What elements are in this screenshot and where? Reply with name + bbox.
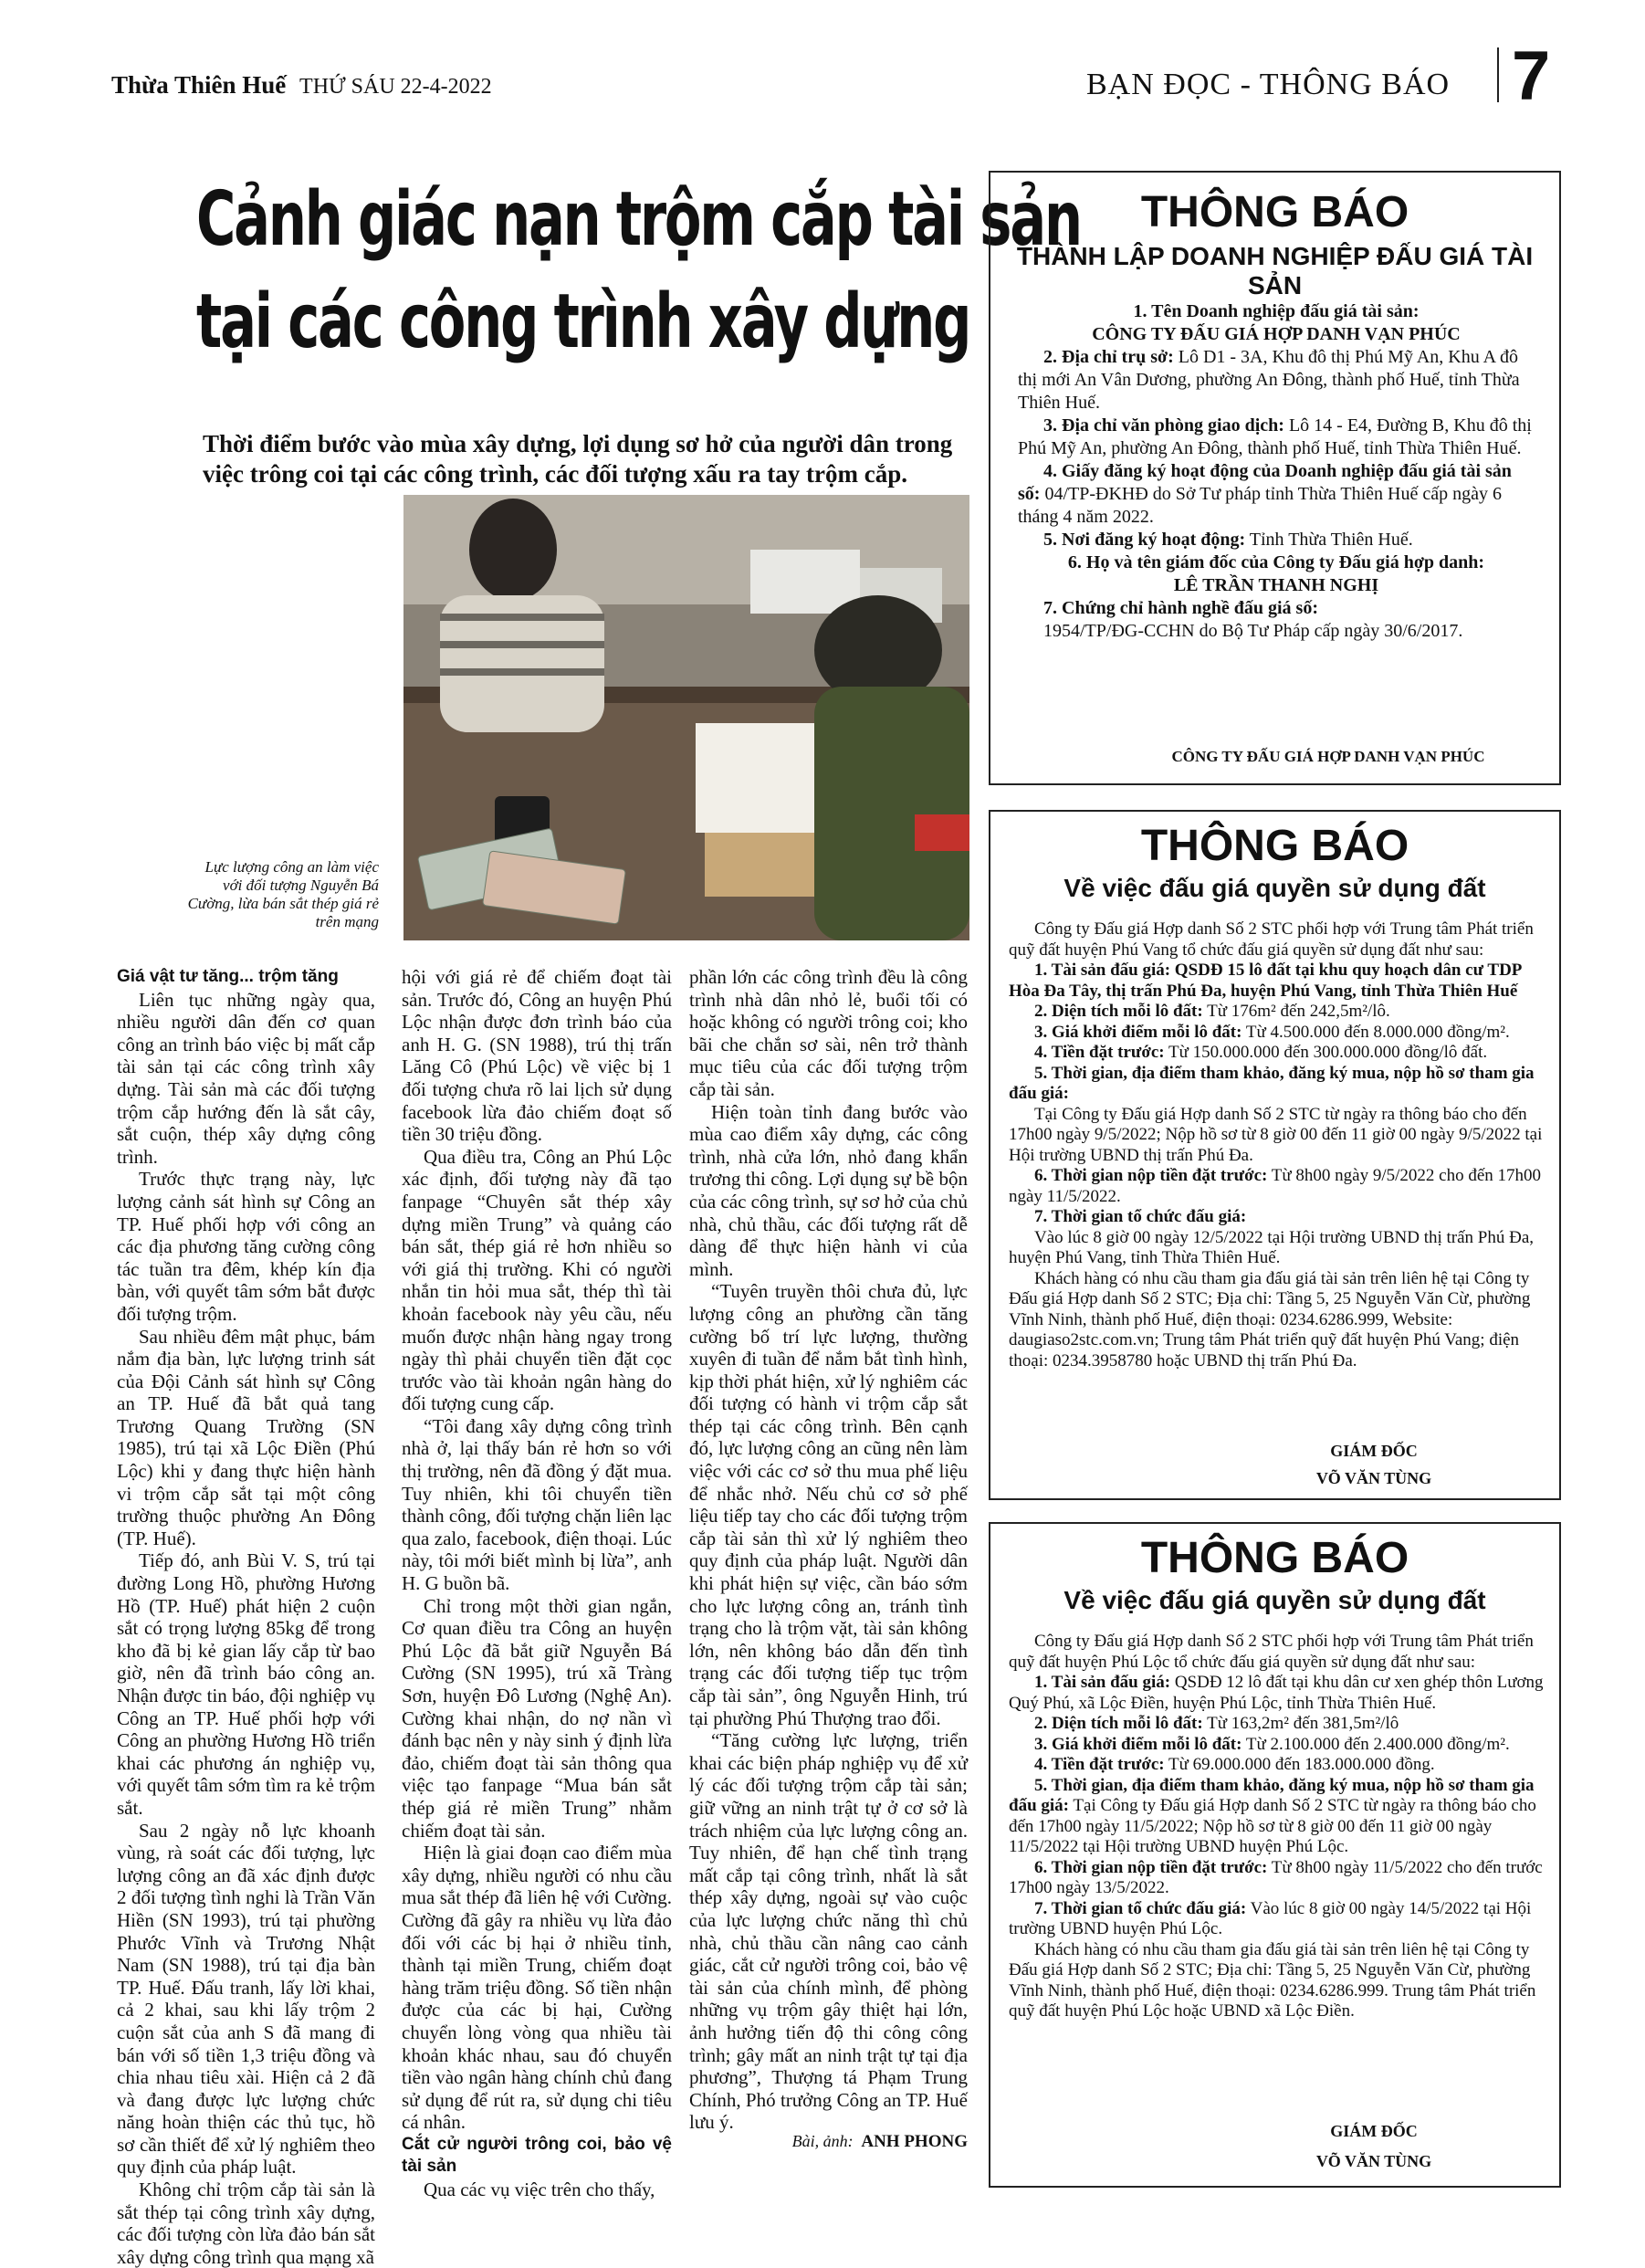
notice-item: 4. Tiền đặt trước: Từ 150.000.000 đến 300.000.000 đồng/lô đất.	[1034, 1043, 1488, 1062]
byline-label: Bài, ảnh:	[791, 2132, 854, 2150]
notice-item: 7. Thời gian tổ chức đấu giá: Vào lúc 8 giờ 00 ngày 14/5/2022 tại Hội trường UBND huyện Phú Lộc.	[1009, 1898, 1532, 1938]
paragraph: Qua các vụ việc trên cho thấy,	[424, 2179, 655, 2201]
article-headline	[196, 169, 1081, 373]
notice-item: Tại Công ty Đấu giá Hợp danh Số 2 STC từ ngày ra thông báo cho đến 17h00 ngày 9/5/2022; Nộp hồ sơ từ 8 giờ 00 đến 11 giờ 00 ngày 9/5/2022 tại Hội trường UBND thị trấn Phú Đa.	[1009, 1104, 1543, 1165]
notice-intro: Công ty Đấu giá Hợp danh Số 2 STC phối hợp với Trung tâm Phát triển quỹ đất huyện Phú Vang tổ chức đấu giá quyền sử dụng đất như sau:	[1009, 919, 1534, 960]
headline-line-2: tại các công trình xây dựng	[196, 278, 970, 365]
header-divider	[1497, 47, 1499, 102]
paragraph: Hiện toàn tỉnh đang bước vào mùa cao điểm xây dựng, các công trình, nhà cửa lớn, nhỏ đang khẩn trương thi công. Lợi dụng sự bề bộn của các công trình, sự sơ hở của chủ nhà, chủ thầu, các đối tượng rất dễ dàng để thực hiện hành vi của mình.	[689, 1100, 968, 1280]
notice-item: 6. Họ và tên giám đốc của Công ty Đấu giá hợp danh:	[1067, 552, 1485, 572]
notice-item: 1954/TP/ĐG-CCHN do Bộ Tư Pháp cấp ngày 30/6/2017.	[1043, 621, 1463, 641]
notice-contact: Khách hàng có nhu cầu tham gia đấu giá tài sản trên liên hệ tại Công ty Đấu giá Hợp danh Số 2 STC; Địa chỉ: Tầng 5, 25 Nguyễn Văn Cừ, phường Vĩnh Ninh, thành phố Huế, điện thoại: 0234.6286.999, Website: daugiaso2stc.com.vn; Trung tâm Phát triển quỹ đất huyện Phú Vang; điện thoại: 0234.3958780 hoặc UBND thị trấn Phú Đa.	[1009, 1268, 1531, 1370]
notice-item: 6. Thời gian nộp tiền đặt trước: Từ 8h00 ngày 9/5/2022 cho đến 17h00 ngày 11/5/2022.	[1009, 1166, 1542, 1206]
paragraph: Hiện là giai đoạn cao điểm mùa xây dựng, nhiều người có nhu cầu mua sắt thép đã liên hệ với Cường. Cường đã gây ra nhiều vụ lừa đảo đối với các bị hại ở nhiều tỉnh, thành tại miền Trung, chiếm đoạt hàng trăm triệu đồng. Số tiền nhận được của các bị hại, Cường chuyển lòng vòng qua nhiều tài khoản khác nhau, sau đó chuyển tiền vào ngân hàng chính chủ đang sử dụng để rút ra, sử dụng chi tiêu cá nhân.	[402, 1842, 672, 2134]
notice-item: 5. Thời gian, địa điểm tham khảo, đăng ký mua, nộp hồ sơ tham gia đấu giá: Tại Công ty Đấu giá Hợp danh Số 2 STC từ ngày ra thông báo cho đến 17h00 ngày 11/5/2022; Nộp hồ sơ từ 8 giờ 00 đến 11 giờ 00 ngày 11/5/2022 tại Hội trường UBND huyện Phú Lộc.	[1009, 1775, 1536, 1856]
notice-intro: Công ty Đấu giá Hợp danh Số 2 STC phối hợp với Trung tâm Phát triển quỹ đất huyện Phú Lộc tổ chức đấu giá quyền sử dụng đất như sau:	[1009, 1632, 1534, 1672]
notice-item: 3. Giá khởi điểm mỗi lô đất: Từ 4.500.000 đến 8.000.000 đồng/m².	[1034, 1022, 1510, 1042]
byline	[689, 2132, 968, 2152]
notice-item: 3. Địa chỉ văn phòng giao dịch: Lô 14 - E4, Đường B, Khu đô thị Phú Mỹ An, phường An Đông, thành phố Huế, tỉnh Thừa Thiên Huế.	[1018, 415, 1532, 458]
notice-item: 5. Nơi đăng ký hoạt động: Tỉnh Thừa Thiên Huế.	[1043, 530, 1413, 550]
notice-subtitle: THÀNH LẬP DOANH NGHIỆP ĐẤU GIÁ TÀI SẢN	[1016, 242, 1534, 299]
article-column-1	[117, 966, 375, 2268]
article-column-3	[689, 966, 968, 2134]
paragraph: Sau nhiều đêm mật phục, bám nắm địa bàn, lực lượng trinh sát của Đội Cảnh sát hình sự Công an TP. Huế đã bắt quả tang Trương Quang Trường (SN 1985), trú tại xã Lộc Điền (Phú Lộc) khi y đang thực hiện hành vi trộm cắp sắt tại một công trường thuộc phường An Đông (TP. Huế).	[117, 1325, 375, 1549]
paragraph: hội với giá rẻ để chiếm đoạt tài sản. Trước đó, Công an huyện Phú Lộc nhận được đơn trình báo của anh H. G. (SN 1988), trú thị trấn Lăng Cô (Phú Lộc) về việc bị 1 đối tượng chưa rõ lai lịch sử dụng facebook lừa đảo chiếm đoạt số tiền 30 triệu đồng.	[402, 966, 672, 1146]
notice-subtitle: Về việc đấu giá quyền sử dụng đất	[1063, 1586, 1486, 1614]
paragraph: “Tuyên truyền thôi chưa đủ, lực lượng công an phường cần tăng cường bố trí lực lượng, thường xuyên đi tuần để nắm bắt tình hình, kịp thời phát hiện, xử lý nghiêm các đối tượng có hành vi trộm cắp sắt thép tại các công trình. Bên cạnh đó, lực lượng công an cũng nên làm việc với các cơ sở thu mua phế liệu để nhắc nhở. Nếu chủ cơ sở phế liệu tiếp tay cho các đối tượng trộm cắp tài sản thì xử lý nghiêm theo quy định của pháp luật. Người dân khi phát hiện sự việc, cần báo sớm cho lực lượng công an, tránh tình trạng cho là trộm vặt, tài sản không lớn, nên không báo dẫn đến tình trạng các đối tượng tiếp tục trộm cắp tài sản”, ông Nguyễn Hinh, trú tại phường Phú Thượng trao đổi.	[689, 1280, 968, 1729]
paper-name: Thừa Thiên Huế	[111, 71, 287, 99]
page-number: 7	[1512, 37, 1551, 115]
notice-box-2	[989, 810, 1561, 1500]
notice-title: THÔNG BÁO	[1140, 822, 1409, 870]
subheading-2: Cắt cử người trông coi, bảo vệ tài sản	[402, 2134, 672, 2177]
headline-line-1: Cảnh giác nạn trộm cắp tài sản	[196, 176, 1081, 263]
issue-date: THỨ SÁU 22-4-2022	[299, 75, 492, 99]
notice-item: CÔNG TY ĐẤU GIÁ HỢP DANH VẠN PHÚC	[1092, 324, 1461, 344]
article-photo	[403, 495, 969, 940]
article-lead: Thời điểm bước vào mùa xây dựng, lợi dụng sơ hở của người dân trong việc trông coi tại các công trình, các đối tượng xấu ra tay trộm cắp.	[203, 430, 953, 488]
notice-body	[1009, 1632, 1544, 2022]
notice-item: 2. Diện tích mỗi lô đất: Từ 163,2m² đến 381,5m²/lô	[1034, 1714, 1399, 1733]
notice-item: LÊ TRẦN THANH NGHỊ	[1173, 575, 1379, 595]
subheading-1: Giá vật tư tăng... trộm tăng	[117, 967, 339, 986]
paragraph: phần lớn các công trình đều là công trình nhà dân nhỏ lẻ, buổi tối có hoặc không có người trông coi; kho bãi che chắn sơ sài, nên trở thành mục tiêu của các đối tượng trộm cắp tài sản.	[689, 966, 968, 1100]
notice-subtitle: Về việc đấu giá quyền sử dụng đất	[1063, 874, 1486, 902]
paragraph: Sau 2 ngày nỗ lực khoanh vùng, rà soát các đối tượng, lực lượng công an đã xác định được 2 đối tượng tình nghi là Trần Văn Hiền (SN 1993), trú tại phường Phước Vĩnh và Trương Nhật Nam (SN 1988), trú tại địa bàn TP. Huế. Đấu tranh, lấy lời khai, cả 2 khai, sau khi lấy trộm 2 cuộn sắt của anh S đã mang đi bán với số tiền 1,3 triệu đồng và chia nhau tiêu xài. Hiện cả 2 đã và đang được lực lượng chức năng hoàn thiện các thủ tục, hồ sơ cần thiết để xử lý nghiêm theo quy định của pháp luật.	[117, 1819, 375, 2179]
notice-signer-title: GIÁM ĐỐC	[1330, 2122, 1418, 2140]
notice-contact: Khách hàng có nhu cầu tham gia đấu giá tài sản trên liên hệ tại Công ty Đấu giá Hợp danh Số 2 STC; Địa chỉ: Tầng 5, 25 Nguyễn Văn Cừ, phường Vĩnh Ninh, thành phố Huế, điện thoại: 0234.6286.999. Trung tâm Phát triển quỹ đất huyện Phú Lộc hoặc UBND xã Lộc Điền.	[1009, 1939, 1536, 2021]
section-title: BẠN ĐỌC - THÔNG BÁO	[1086, 68, 1451, 101]
notice-item: 4. Giấy đăng ký hoạt động của Doanh nghiệp đấu giá tài sản số: 04/TP-ĐKHĐ do Sở Tư pháp tỉnh Thừa Thiên Huế cấp ngày 6 tháng 4 năm 2022.	[1018, 461, 1512, 527]
notice-item: 3. Giá khởi điểm mỗi lô đất: Từ 2.100.000 đến 2.400.000 đồng/m².	[1034, 1734, 1510, 1754]
notice-item: 2. Diện tích mỗi lô đất: Từ 176m² đến 242,5m²/lô.	[1034, 1002, 1390, 1021]
notice-item: 4. Tiền đặt trước: Từ 69.000.000 đến 183.000.000 đồng.	[1034, 1755, 1435, 1774]
notice-item: Vào lúc 8 giờ 00 ngày 12/5/2022 tại Hội trường UBND thị trấn Phú Đa, huyện Phú Vang, tỉnh Thừa Thiên Huế.	[1009, 1227, 1535, 1267]
notice-box-1	[989, 171, 1561, 785]
notice-signature: CÔNG TY ĐẤU GIÁ HỢP DANH VẠN PHÚC	[1171, 748, 1485, 765]
paragraph: Chỉ trong một thời gian ngắn, Cơ quan điều tra Công an huyện Phú Lộc đã bắt giữ Nguyễn Bá Cường (SN 1995), trú xã Tràng Sơn, huyện Đô Lương (Nghệ An). Cường khai nhận, do nợ nần vì đánh bạc nên y này sinh ý định lừa đảo, chiếm đoạt tài sản thông qua việc tạo fanpage “Mua bán sắt thép giá rẻ miền Trung” nhằm chiếm đoạt tài sản.	[402, 1594, 672, 1842]
notice-item: 7. Chứng chỉ hành nghề đấu giá số:	[1043, 598, 1318, 618]
paragraph: “Tăng cường lực lượng, triển khai các biện pháp nghiệp vụ để xử lý các đối tượng trộm cắp tài sản; giữ vững an ninh trật tự ở cơ sở là trách nhiệm của lực lượng công an. Tuy nhiên, để hạn chế tình trạng mất cắp tại công trình, nhất là sắt thép xây dựng, ngoài sự vào cuộc của lực lượng chức năng thì chủ nhà, chủ thầu cần nâng cao cảnh giác, cắt cử người trông coi, bảo vệ tài sản của chính mình, để phòng những vụ trộm gây thiệt hại lớn, ảnh hưởng tiến độ thi công công trình; gây mất an ninh trật tự tại địa phương”, Thượng tá Phạm Trung Chính, Phó trưởng Công an TP. Huế lưu ý.	[689, 1729, 968, 2134]
notice-item: 1. Tên Doanh nghiệp đấu giá tài sản:	[1133, 301, 1420, 321]
article-column-2	[402, 966, 672, 2201]
byline-author: ANH PHONG	[861, 2132, 968, 2151]
paragraph: Liên tục những ngày qua, nhiều người dân đến cơ quan công an trình báo việc bị mất cắp tài sản tại các công trình xây dựng. Tài sản mà các đối tượng trộm cắp hướng đến là sắt cây, sắt cuộn, thép xây dựng công trình.	[117, 988, 375, 1168]
notice-body	[1009, 919, 1544, 1371]
paragraph: “Tôi đang xây dựng công trình nhà ở, lại thấy bán rẻ hơn so với thị trường, nên đã đồng ý đặt mua. Tuy nhiên, khi tôi chuyển tiền thành công, đối tượng chặn liên lạc qua zalo, facebook, điện thoại. Lúc này, tôi mới biết mình bị lừa”, anh H. G buồn bã.	[402, 1414, 672, 1595]
notice-signer-name: VÕ VĂN TÙNG	[1315, 2152, 1432, 2170]
notice-signer-name: VÕ VĂN TÙNG	[1315, 1469, 1432, 1487]
notice-title: THÔNG BÁO	[1140, 188, 1409, 236]
photo-caption: Lực lượng công an làm việc với đối tượng Nguyễn Bá Cường, lừa bán sắt thép giá rẻ trên mạng	[187, 858, 379, 930]
police-interview-photo	[403, 495, 969, 940]
notice-item: 7. Thời gian tổ chức đấu giá:	[1034, 1207, 1247, 1226]
paper-masthead	[111, 71, 492, 100]
notice-title: THÔNG BÁO	[1140, 1534, 1409, 1582]
notice-item: 1. Tài sản đấu giá: QSDĐ 12 lô đất tại khu dân cư xen ghép thôn Lương Quý Phú, xã Lộc Điền, huyện Phú Lộc, tỉnh Thừa Thiên Huế.	[1009, 1673, 1544, 1713]
notice-signer-title: GIÁM ĐỐC	[1330, 1442, 1418, 1460]
paragraph: Qua điều tra, Công an Phú Lộc xác định, đối tượng này đã tạo fanpage “Chuyên sắt thép xây dựng miền Trung” và quảng cáo bán sắt, thép giá rẻ hơn nhiều so với giá thị trường. Khi có người nhắn tin hỏi mua sắt, thép thì tài khoản facebook này yêu cầu, nếu muốn được nhận hàng ngay trong ngày thì phải chuyển tiền đặt cọc trước vào tài khoản ngân hàng do đối tượng cung cấp.	[402, 1145, 672, 1415]
notice-item: 6. Thời gian nộp tiền đặt trước: Từ 8h00 ngày 11/5/2022 cho đến trước 17h00 ngày 13/5/2022.	[1009, 1857, 1543, 1897]
paragraph: Tiếp đó, anh Bùi V. S, trú tại đường Long Hồ, phường Hương Hồ (TP. Huế) phát hiện 2 cuộn sắt có trọng lượng 85kg để trong kho đã bị kẻ gian lấy cắp từ bao giờ, nên đã trình báo công an. Nhận được tin báo, đội nghiệp vụ Công an TP. Huế phối hợp với Công an phường Hương Hồ triển khai các phương án nghiệp vụ, với quyết tâm sớm tìm ra kẻ trộm sắt.	[117, 1549, 375, 1819]
paragraph: Không chỉ trộm cắp tài sản là sắt thép tại công trình xây dựng, các đối tượng còn lừa đảo bán sắt xây dựng công trình qua mạng xã	[117, 2179, 375, 2268]
notice-item: 2. Địa chỉ trụ sở: Lô D1 - 3A, Khu đô thị Phú Mỹ An, Khu A đô thị mới An Vân Dương, phường An Đông, thành phố Huế, tỉnh Thừa Thiên Huế.	[1018, 347, 1520, 413]
notice-item: 1. Tài sản đấu giá: QSDĐ 15 lô đất tại khu quy hoạch dân cư TDP Hòa Đa Tây, thị trấn Phú Đa, huyện Phú Vang, tỉnh Thừa Thiên Huế	[1009, 961, 1522, 1001]
notice-body	[1018, 300, 1535, 643]
notice-item: 5. Thời gian, địa điểm tham khảo, đăng ký mua, nộp hồ sơ tham gia đấu giá:	[1009, 1063, 1535, 1103]
paragraph: Trước thực trạng này, lực lượng cảnh sát hình sự Công an TP. Huế phối hợp với công an các địa phương tăng cường công tác tuần tra đêm, khép kín địa bàn, với quyết tâm sớm bắt được đối tượng trộm.	[117, 1168, 375, 1325]
notice-box-3	[989, 1522, 1561, 2188]
